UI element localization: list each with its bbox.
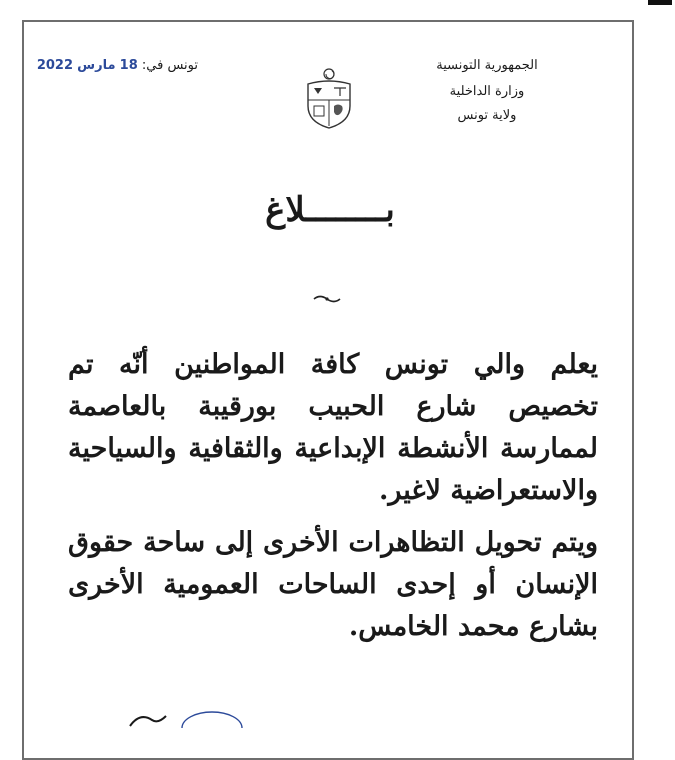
date-year: 2022 (36, 58, 74, 73)
date-month: مارس (77, 58, 116, 73)
tunisia-coat-of-arms-icon (300, 66, 358, 130)
official-stamp-partial-icon (120, 700, 260, 728)
announcement-body (68, 344, 598, 658)
divider-ornament-icon (312, 292, 342, 306)
date-prefix: تونس في: (141, 58, 198, 73)
announcement-paragraph-2: ويتم تحويل التظاهرات الأخرى إلى ساحة حقوق الإنسان أو إحدى الساحات العمومية الأخرى بشارع محمد الخامس. (68, 527, 598, 642)
title-text: بــــــــلاغ (265, 190, 395, 230)
issuer-ministry: وزارة الداخلية (449, 84, 525, 99)
date-line (38, 58, 198, 73)
date-day: 18 (119, 58, 138, 73)
announcement-paragraph-1: يعلم والي تونس كافة المواطنين أنّه تم تخصيص شارع الحبيب بورقيبة بالعاصمة لممارسة الأنشطة الإبداعية والثقافية والسياحية والاستعراضية لاغير. (68, 349, 598, 506)
issuer-republic: الجمهورية التونسية (436, 58, 538, 73)
scan-edge-mark (648, 0, 672, 5)
document-title (200, 190, 460, 230)
issuer-header (387, 54, 587, 128)
issuer-governorate: ولاية تونس (457, 108, 517, 123)
